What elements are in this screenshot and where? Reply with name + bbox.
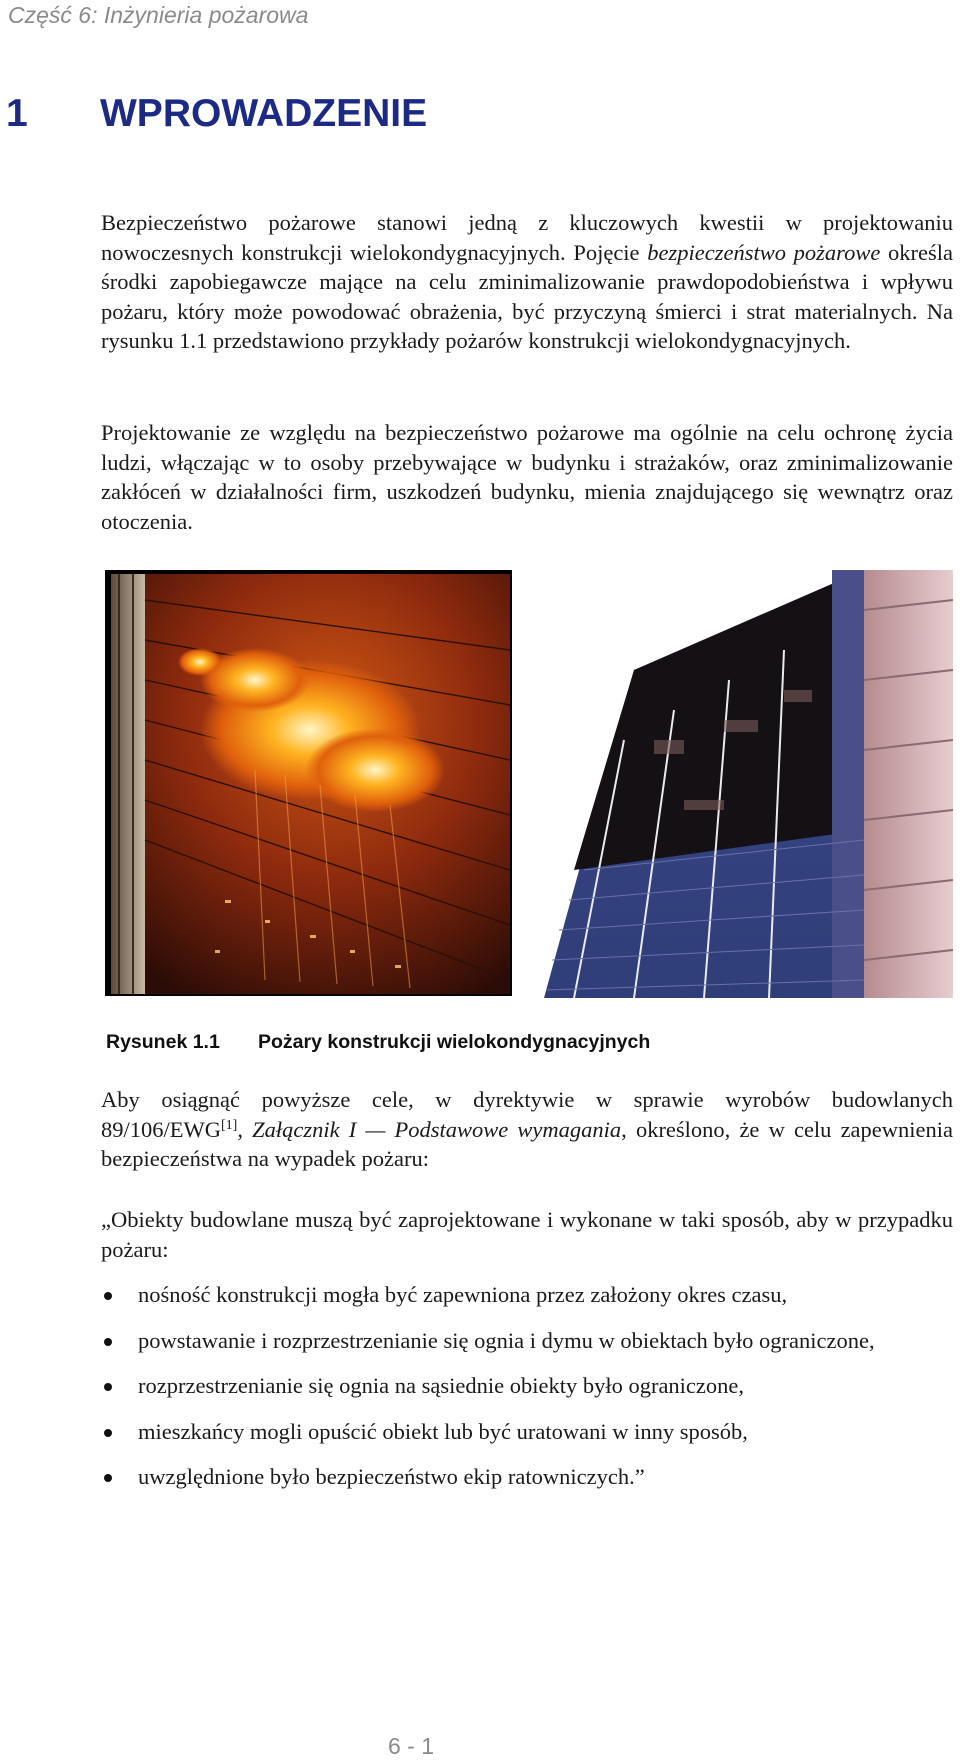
- figure-caption-text: Pożary konstrukcji wielokondygnacyjnych: [258, 1031, 651, 1053]
- fire-photo-left: [105, 570, 512, 996]
- intro-text-start: Bezpieczeństwo pożarowe stanowi jedną z kluczowych kwestii w projektowaniu nowoczesnych konstrukcji wielokondygnacyjnych. Pojęcie: [101, 210, 953, 265]
- reference-marker: [1]: [220, 1117, 238, 1133]
- running-header: Część 6: Inżynieria pożarowa: [8, 2, 309, 28]
- chapter-number: 1: [6, 92, 28, 135]
- directive-paragraph: [101, 1085, 953, 1174]
- figure-1-1: [105, 570, 953, 998]
- list-item: uwzględnione było bezpieczeństwo ekip ratowniczych.”: [101, 1462, 953, 1492]
- requirements-list: [101, 1280, 953, 1492]
- list-item: nośność konstrukcji mogła być zapewniona przez założony okres czasu,: [101, 1280, 953, 1310]
- directive-separator: ,: [237, 1116, 253, 1142]
- chapter-title: WPROWADZENIE: [100, 92, 428, 135]
- directive-text-end: , określono, że w celu zapewnienia bezpieczeństwa na wypadek pożaru:: [101, 1116, 954, 1171]
- quote-intro-paragraph: „Obiekty budowlane muszą być zaprojektowane i wykonane w taki sposób, aby w przypadku pożaru:: [101, 1207, 953, 1262]
- annex-title: Załącznik I — Podstawowe wymagania: [252, 1116, 622, 1142]
- intro-text-end: określa środki zapobiegawcze mające na celu zminimalizowanie prawdopodobieństwa i wpływu pożaru, który może powodować obrażenia, być przyczyną śmierci i strat materialnych. Na rysunku 1.1 przedstawiono przykłady pożarów konstrukcji wielokondygnacyjnych.: [101, 239, 953, 353]
- fire-photo-right: [514, 570, 953, 998]
- intro-paragraph: [101, 208, 953, 356]
- figure-label: Rysunek 1.1: [106, 1031, 220, 1053]
- design-goals-paragraph: Projektowanie ze względu na bezpieczeństwo pożarowe ma ogólnie na celu ochronę życia ludzi, włączając w to osoby przebywające w budynku i strażaków, oraz zminimalizowanie zakłóceń w działalności firm, uszkodzeń budynku, mienia znajdującego się wewnątrz oraz otoczenia.: [101, 420, 953, 534]
- list-item: powstawanie i rozprzestrzenianie się ognia i dymu w obiektach było ograniczone,: [101, 1326, 953, 1356]
- list-item: rozprzestrzenianie się ognia na sąsiednie obiekty było ograniczone,: [101, 1371, 953, 1401]
- directive-text-start: Aby osiągnąć powyższe cele, w dyrektywie w sprawie wyrobów budowlanych 89/106/EWG: [101, 1087, 953, 1142]
- list-item: mieszkańcy mogli opuścić obiekt lub być uratowani w inny sposób,: [101, 1417, 953, 1447]
- intro-term: bezpieczeństwo pożarowe: [647, 239, 881, 265]
- figure-caption: [106, 1031, 650, 1054]
- chapter-heading: [6, 92, 427, 136]
- page-number: 6 - 1: [388, 1733, 435, 1759]
